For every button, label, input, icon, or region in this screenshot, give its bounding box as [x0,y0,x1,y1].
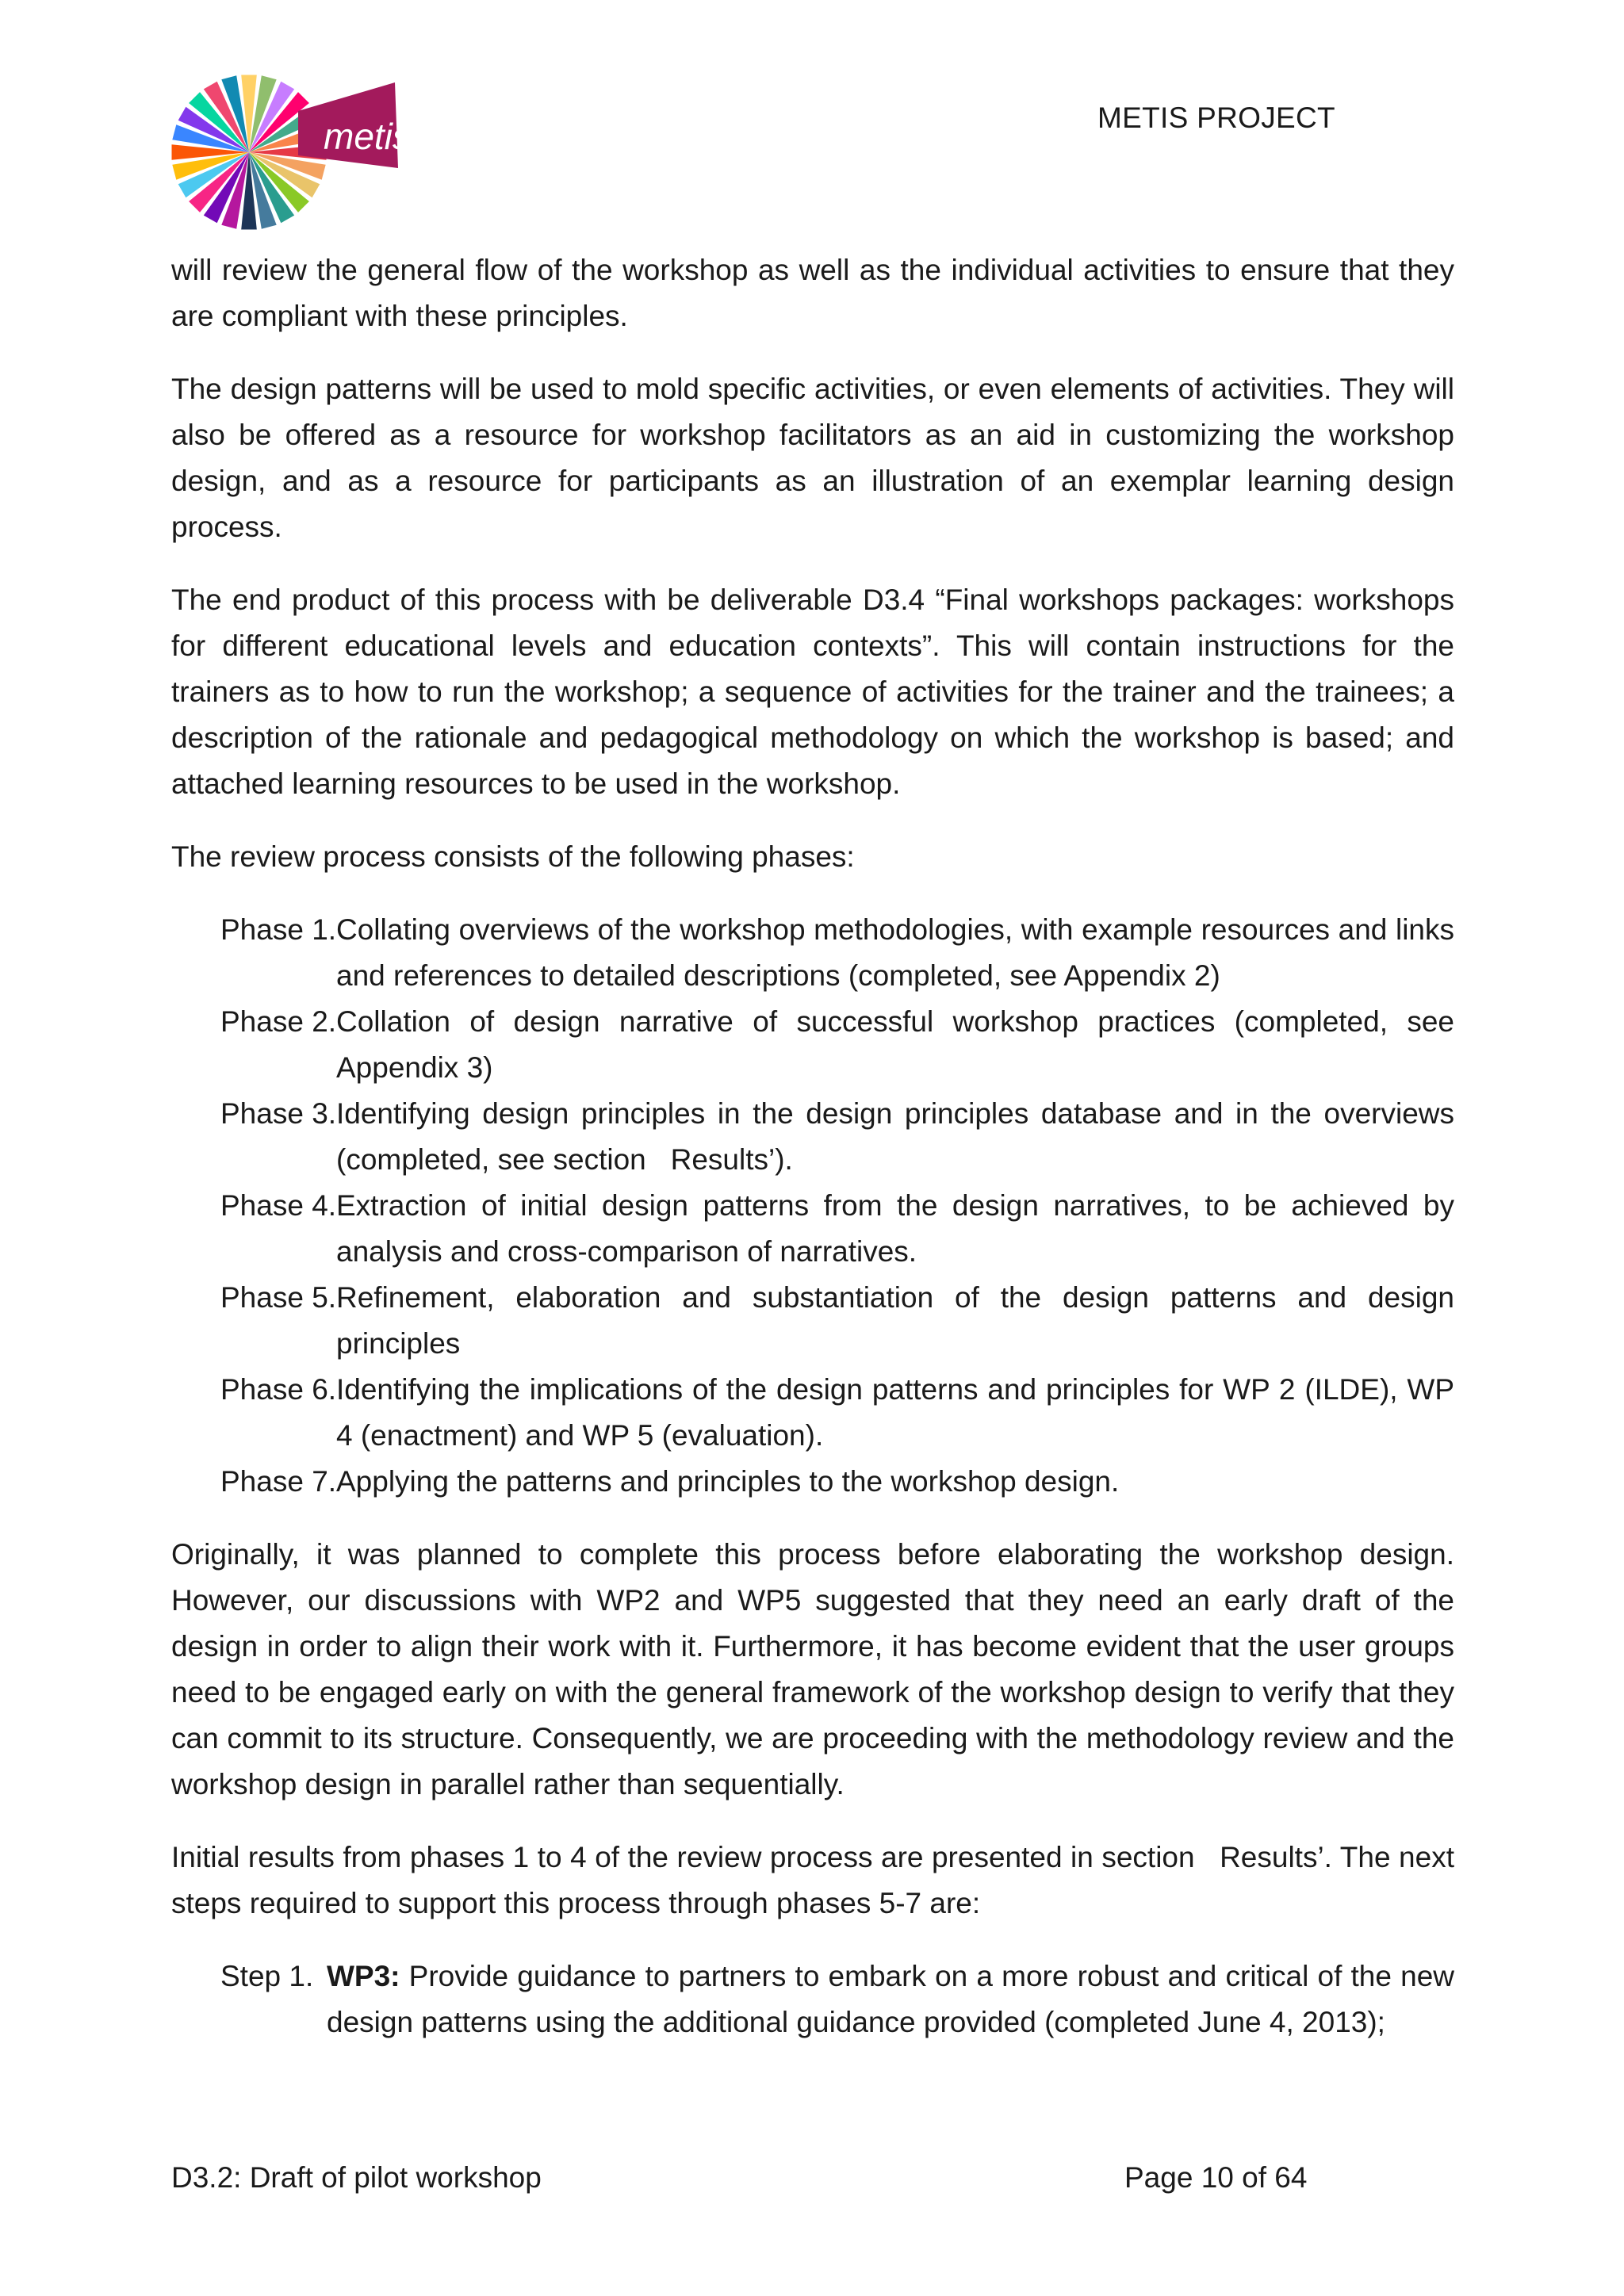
header-title: METIS PROJECT [1097,101,1335,134]
footer-document-title: D3.2: Draft of pilot workshop [171,2161,542,2194]
step-list [171,1954,1454,2045]
paragraph-2: The design patterns will be used to mold specific activities, or even elements of activities. They will also be offered as a resource for workshop facilitators as an aid in customizing the workshop design, and as a resource for participants as an illustration of an exemplar learning design process. [171,373,1454,543]
phase-text: Identifying design principles in the design principles database and in the overviews (completed, see section Results’). [336,1097,1454,1176]
paragraph-1: will review the general flow of the workshop as well as the individual activities to ensure that they are compliant with these principles. [171,254,1454,332]
phase-item [171,1091,1454,1183]
paragraph-5: Originally, it was planned to complete this process before elaborating the workshop design. However, our discussions with WP2 and WP5 suggested that they need an early draft of the design in order to align their work with it. Furthermore, it has become evident that the user groups need to be engaged early on with the general framework of the workshop design to verify that they can commit to its structure. Consequently, we are proceeding with the methodology review and the workshop design in parallel rather than sequentially. [171,1538,1454,1800]
phase-label: Phase 3. [220,1097,337,1130]
phase-label: Phase 5. [220,1281,337,1314]
phase-text: Collation of design narrative of successful workshop practices (completed, see Appendix 3) [336,1005,1454,1084]
phase-item [171,1183,1454,1275]
phase-item [171,1367,1454,1459]
phase-text: Applying the patterns and principles to the workshop design. [336,1465,1120,1498]
phase-list [171,907,1454,1505]
phase-text: Identifying the implications of the design patterns and principles for WP 2 (ILDE), WP 4 (enactment) and WP 5 (evaluation). [336,1373,1454,1452]
phase-text: Extraction of initial design patterns from the design narratives, to be achieved by analysis and cross-comparison of narratives. [336,1189,1454,1268]
phase-label: Phase 4. [220,1189,337,1222]
page-content [171,247,1454,2072]
phase-label: Phase 1. [220,913,337,946]
metis-logo-graphic [170,73,411,239]
logo-text: metis [324,116,411,157]
paragraph-3: The end product of this process with be deliverable D3.4 “Final workshops packages: workshops for different educational levels and education contexts”. This will contain instructions for the trainers as to how to run the workshop; a sequence of activities for the trainer and the trainees; a description of the rationale and pedagogical methodology on which the workshop is based; and attached learning resources to be used in the workshop. [171,584,1454,800]
step-wp: WP3: [327,1960,400,1992]
paragraph-6: Initial results from phases 1 to 4 of the review process are presented in section Results’. The next steps required to support this process through phases 5-7 are: [171,1841,1454,1919]
phase-label: Phase 2. [220,1005,337,1038]
phase-label: Phase 7. [220,1465,337,1498]
phase-label: Phase 6. [220,1373,337,1406]
phase-item [171,1275,1454,1367]
footer-page-number: Page 10 of 64 [1124,2161,1308,2194]
step-item [171,1954,1454,2045]
phase-item [171,1459,1454,1505]
phase-item [171,907,1454,999]
metis-logo [170,73,411,239]
step-text-wrap [327,1954,1454,2045]
step-text: Provide guidance to partners to embark on a more robust and critical of the new design patterns using the additional guidance provided (completed June 4, 2013); [327,1960,1454,2038]
phase-item [171,999,1454,1091]
phase-text: Collating overviews of the workshop methodologies, with example resources and links and references to detailed descriptions (completed, see Appendix 2) [336,913,1454,992]
phase-text: Refinement, elaboration and substantiation of the design patterns and design principles [336,1281,1454,1360]
step-label: Step 1. [220,1960,314,1992]
paragraph-4: The review process consists of the following phases: [171,840,855,873]
